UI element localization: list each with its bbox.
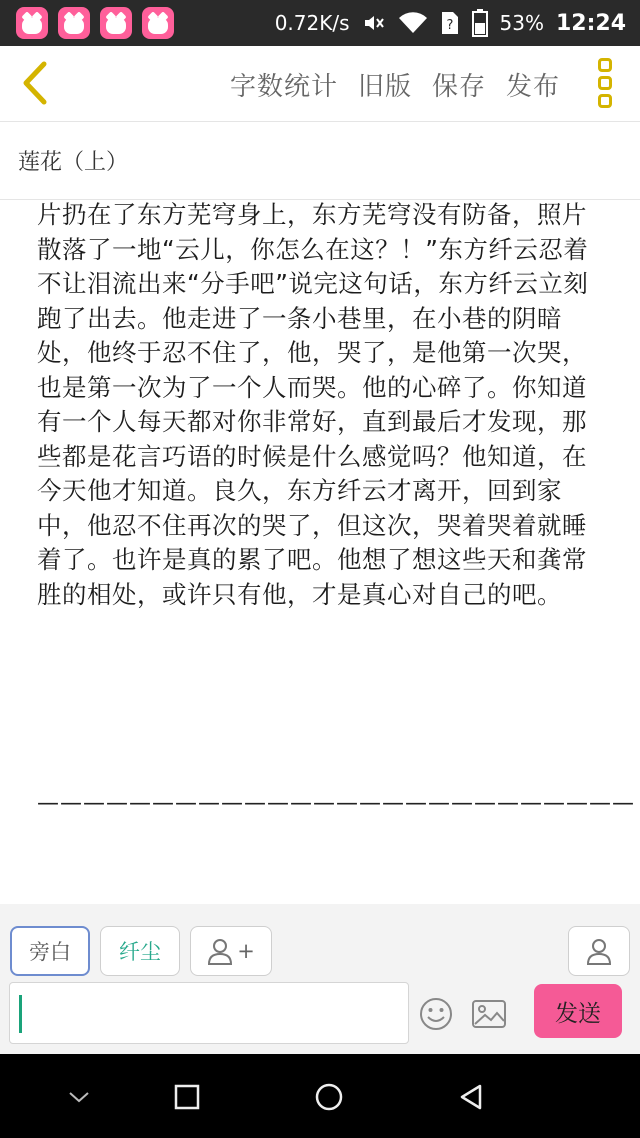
message-input[interactable] xyxy=(9,982,409,1044)
role-narrator-button[interactable]: 旁白 xyxy=(10,926,90,976)
clock: 12:24 xyxy=(555,10,626,36)
chevron-down-icon[interactable] xyxy=(62,1080,96,1114)
role-character-button[interactable]: 纤尘 xyxy=(100,926,180,976)
header-actions xyxy=(230,66,560,103)
app-icon xyxy=(16,7,48,39)
triangle-back-icon[interactable] xyxy=(454,1080,488,1114)
circle-icon[interactable] xyxy=(312,1080,346,1114)
add-role-plus: + xyxy=(237,939,255,963)
sim-unknown-icon xyxy=(440,10,460,36)
text-cursor xyxy=(19,995,22,1033)
smiley-icon[interactable] xyxy=(418,996,454,1032)
send-button[interactable]: 发送 xyxy=(534,984,622,1038)
app-icon xyxy=(142,7,174,39)
notification-icons xyxy=(0,7,174,39)
app-icon xyxy=(58,7,90,39)
save-button[interactable]: 保存 xyxy=(431,72,486,102)
composer-panel xyxy=(0,904,640,1054)
person-icon xyxy=(207,937,233,965)
more-vertical-icon[interactable] xyxy=(598,58,614,110)
old-version-button[interactable]: 旧版 xyxy=(357,72,412,102)
story-text: 片扔在了东方芜穹身上，东方芜穹没有防备，照片散落了一地“云儿，你怎么在这？！”东方纤云忍着不让泪流出来“分手吧”说完这句话，东方纤云立刻跑了出去。他走进了一条小巷里，在小巷的阴暗处，他终于忍不住了，他，哭了，是他第一次哭，也是第一次为了一个人而哭。他的心碎了。你知道有一个人每天都对你非常好，直到最后才发现，那些都是花言巧语的时候是什么感觉吗？他知道，在今天他才知道。良久，东方纤云才离开，回到家中，他忍不住再次的哭了，但这次，哭着哭着就睡着了。也许是真的累了吧。他想了想这些天和龚常胜的相处，或许只有他，才是真心对自己的吧。 xyxy=(37,200,589,609)
navigation-bar xyxy=(0,1054,640,1138)
chevron-left-icon[interactable] xyxy=(14,58,54,108)
battery-icon xyxy=(472,9,488,37)
publish-button[interactable]: 发布 xyxy=(505,72,560,102)
square-icon[interactable] xyxy=(170,1080,204,1114)
network-speed: 0.72K/s xyxy=(274,11,350,35)
svg-text:?: ? xyxy=(446,18,453,33)
section-divider: —————————————————————————— xyxy=(37,791,635,816)
person-icon xyxy=(586,937,612,965)
image-icon[interactable] xyxy=(470,996,508,1032)
mute-icon xyxy=(362,11,386,35)
status-right xyxy=(275,9,640,37)
word-count-button[interactable]: 字数统计 xyxy=(229,72,338,102)
chapter-title[interactable]: 莲花（上） xyxy=(0,122,640,200)
wifi-icon xyxy=(398,11,428,35)
add-role-button[interactable] xyxy=(190,926,272,976)
editor-header xyxy=(0,46,640,122)
battery-percent: 53% xyxy=(499,11,544,35)
app-icon xyxy=(100,7,132,39)
status-bar xyxy=(0,0,640,46)
person-select-button[interactable] xyxy=(568,926,630,976)
